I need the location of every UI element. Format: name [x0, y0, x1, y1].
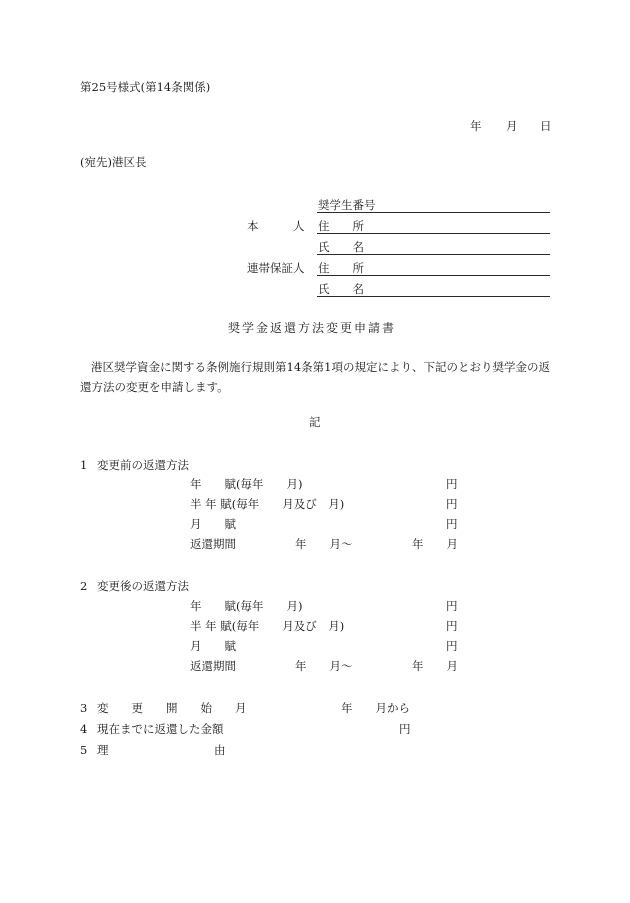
addressee: (宛先)港区長 [80, 155, 147, 169]
guarantor-name-line[interactable] [317, 296, 550, 297]
annual-label: 年 賦(毎年 月) [190, 477, 303, 491]
self-address-line[interactable] [317, 233, 550, 234]
period-to: 年 月 [412, 659, 458, 673]
date-year-label: 年 [470, 119, 482, 133]
monthly-label: 月 賦 [190, 639, 236, 653]
guarantor-name-label: 氏 名 [318, 282, 364, 296]
period-from: 年 月～ [295, 537, 353, 551]
guarantor-label: 連帯保証人 [247, 261, 305, 275]
self-address-label: 住 所 [318, 219, 364, 233]
yen-unit: 円 [446, 599, 458, 613]
self-name-label: 氏 名 [318, 240, 364, 254]
yen-unit: 円 [399, 722, 411, 736]
period-to: 年 月 [412, 537, 458, 551]
section-heading: 変更後の返還方法 [97, 579, 189, 593]
student-number-line[interactable] [317, 212, 550, 213]
yen-unit: 円 [446, 517, 458, 531]
student-number-label: 奨学生番号 [318, 198, 376, 212]
start-month-value: 年 月から [341, 701, 410, 715]
semi-annual-label: 半 年 賦(毎年 月及び 月) [190, 619, 345, 633]
guarantor-address-label: 住 所 [318, 261, 364, 275]
reason-label-left: 理 [97, 743, 109, 757]
self-name-line[interactable] [317, 254, 550, 255]
ki-heading: 記 [309, 415, 321, 429]
period-label: 返還期間 [190, 659, 236, 673]
monthly-label: 月 賦 [190, 517, 236, 531]
section-heading: 変更前の返還方法 [97, 458, 189, 472]
form-number: 第25号様式(第14条関係) [80, 80, 211, 94]
period-from: 年 月～ [295, 659, 353, 673]
yen-unit: 円 [446, 639, 458, 653]
date-month-label: 月 [506, 119, 518, 133]
repaid-amount-label: 現在までに返還した金額 [97, 722, 224, 736]
yen-unit: 円 [446, 497, 458, 511]
section-number: 1 [80, 458, 88, 472]
section-number: 4 [80, 722, 88, 736]
semi-annual-label: 半 年 賦(毎年 月及び 月) [190, 497, 345, 511]
section-number: 5 [80, 743, 88, 757]
self-label: 本 人 [247, 219, 305, 233]
guarantor-address-line[interactable] [317, 275, 550, 276]
start-month-label: 変 更 開 始 月 [97, 701, 247, 715]
reason-label-right: 由 [214, 743, 226, 757]
date-day-label: 日 [540, 119, 552, 133]
yen-unit: 円 [446, 619, 458, 633]
section-number: 2 [80, 579, 88, 593]
section-number: 3 [80, 701, 88, 715]
annual-label: 年 賦(毎年 月) [190, 599, 303, 613]
document-title: 奨学金返還方法変更申請書 [228, 321, 397, 335]
period-label: 返還期間 [190, 537, 236, 551]
body-text: 港区奨学資金に関する条例施行規則第14条第1項の規定により、下記のとおり奨学金の返還方法の変更を申請します。 [80, 360, 550, 394]
yen-unit: 円 [446, 477, 458, 491]
